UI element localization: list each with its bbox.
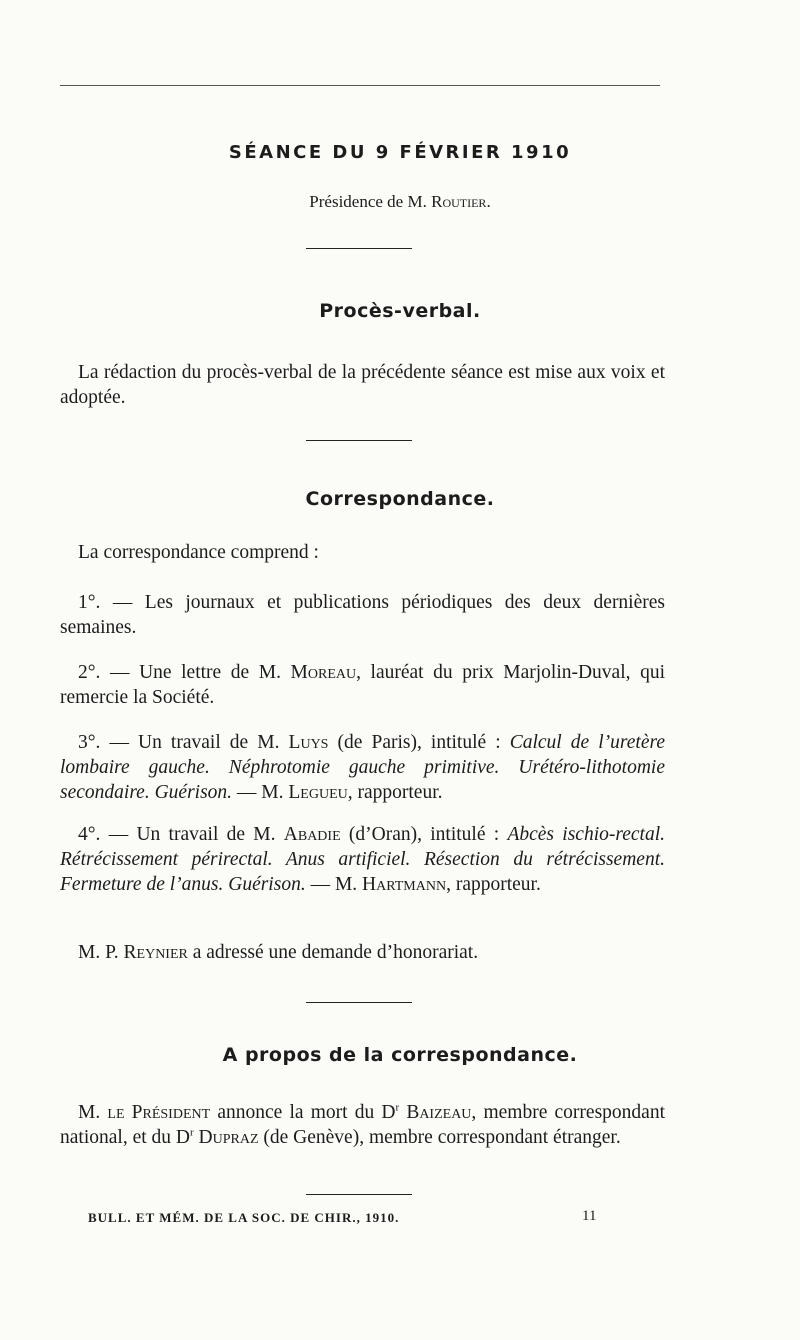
section-title-correspondance: Correspondance. xyxy=(305,488,495,510)
president-name: Routier xyxy=(431,192,487,211)
work-title: Abcès ischio-rectal. Rétrécissement périrectal. Anus artificiel. Résection du rétrécissement. Fermeture de l’anus. Guérison. xyxy=(60,824,665,895)
correspondance-item-3: 3°. — Un travail de M. Luys (de Paris), intitulé : Calcul de l’uretère lombaire gauche. Néphrotomie gauche primitive. Urétéro-lithotomie secondaire. Guérison. — M. Legueu, rapporteur. xyxy=(60,732,665,803)
page-number: 11 xyxy=(582,1208,597,1224)
le-president: le Président xyxy=(107,1102,211,1123)
presidence-line xyxy=(0,192,800,212)
correspondance-intro: La correspondance comprend : xyxy=(78,542,319,563)
work-title: Calcul de l’uretère lombaire gauche. Néphrotomie gauche primitive. Urétéro-lithotomie secondaire. Guérison. xyxy=(60,732,665,803)
person-name: Dupraz xyxy=(198,1127,259,1148)
correspondance-item-4: 4°. — Un travail de M. Abadie (d’Oran), intitulé : Abcès ischio-rectal. Rétrécissement périrectal. Anus artificiel. Résection du rétrécissement. Fermeture de l’anus. Guérison. — M. Hartmann, rapporteur. xyxy=(60,824,665,895)
person-name: Abadie xyxy=(283,824,341,845)
presidence-suffix: . xyxy=(486,192,491,211)
correspondance-item-2: 2°. — Une lettre de M. Moreau, lauréat du prix Marjolin-Duval, qui remercie la Société. xyxy=(60,662,665,708)
top-rule xyxy=(60,85,660,86)
separator-rule xyxy=(306,1194,412,1195)
person-name: Baizeau xyxy=(406,1102,472,1123)
person-name: Reynier xyxy=(123,942,188,963)
separator-rule xyxy=(306,1002,412,1003)
a-propos-text: M. le Président annonce la mort du $D^r$ Baizeau, membre correspondant national, et du $D^r$ Dupraz (de Genève), membre correspondant étranger. xyxy=(60,1101,665,1148)
person-name: Luys xyxy=(288,732,329,753)
person-name: Moreau xyxy=(290,662,357,683)
correspondance-item-1: 1°. — Les journaux et publications périodiques des deux dernières semaines. xyxy=(60,592,665,638)
separator-rule xyxy=(306,248,412,249)
section-title-proces-verbal: Procès-verbal. xyxy=(319,300,481,322)
presidence-prefix: Présidence de M. xyxy=(309,192,432,211)
session-title: SÉANCE DU 9 FÉVRIER 1910 xyxy=(228,142,572,163)
rapporteur-name: Hartmann xyxy=(362,874,447,895)
section-title-a-propos: A propos de la correspondance. xyxy=(222,1044,578,1066)
proces-verbal-text: La rédaction du procès-verbal de la précédente séance est mise aux voix et adoptée. xyxy=(60,362,665,408)
footer-citation: BULL. ET MÉM. DE LA SOC. DE CHIR., 1910. xyxy=(88,1210,400,1225)
rapporteur-name: Legueu xyxy=(288,782,348,803)
honorariat-request: M. P. Reynier a adressé une demande d’honorariat. xyxy=(78,942,479,963)
separator-rule xyxy=(306,440,412,441)
